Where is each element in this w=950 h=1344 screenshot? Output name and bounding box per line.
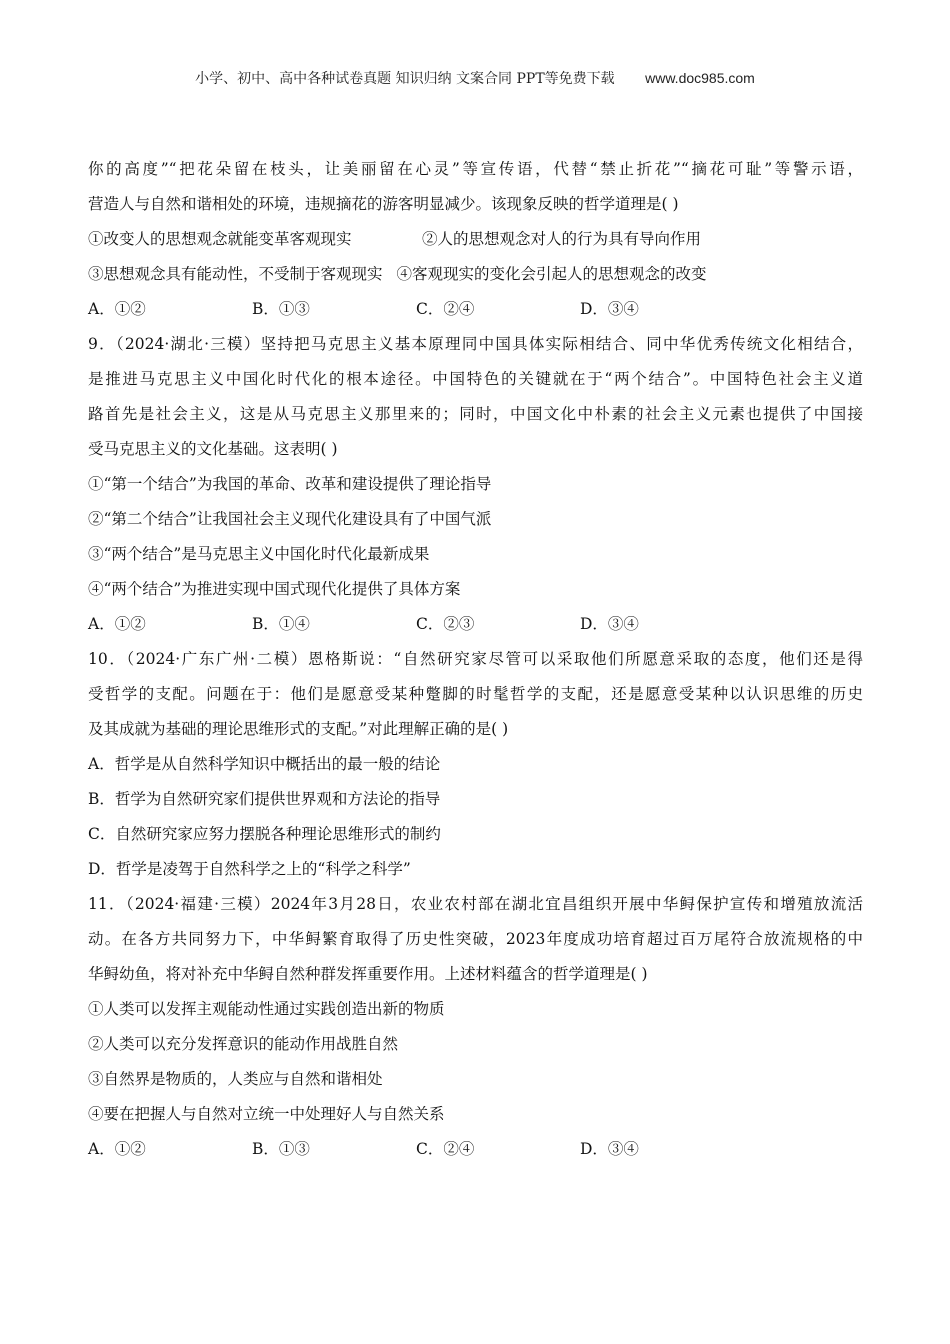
option-a[interactable]: A．①② [88,300,146,318]
header-site-link[interactable]: www.doc985.com [645,70,755,86]
statement-4: ④要在把握人与自然对立统一中处理好人与自然关系 [88,1105,445,1123]
question-9-stem-line: 受马克思主义的文化基础。这表明( ) [88,440,338,458]
question-8-statement-row [88,257,863,292]
question-11-stem-line: 动。在各方共同努力下，中华鲟繁育取得了历史性突破，2023年度成功培育超过百万尾符合放流规格的中 [88,930,863,948]
question-8-stem-line: 营造人与自然和谐相处的环境，违规摘花的游客明显减少。该现象反映的哲学道理是( ) [88,195,679,213]
option-b[interactable]: B．①③ [252,1140,310,1158]
question-11-stem-line: 华鲟幼鱼，将对补充中华鲟自然种群发挥重要作用。上述材料蕴含的哲学道理是( ) [88,965,648,983]
option-c[interactable]: C．②③ [416,615,475,633]
statement-1: ①人类可以发挥主观能动性通过实践创造出新的物质 [88,1000,445,1018]
option-a[interactable]: A．哲学是从自然科学知识中概括出的最一般的结论 [88,755,441,773]
option-c[interactable]: C．自然研究家应努力摆脱各种理论思维形式的制约 [88,825,441,843]
question-8-options [88,292,863,327]
question-8-stem-line: 你的高度”“把花朵留在枝头，让美丽留在心灵”等宣传语，代替“禁止折花”“摘花可耻”等警示语， [88,160,863,178]
option-b[interactable]: B．哲学为自然研究家们提供世界观和方法论的指导 [88,790,441,808]
question-8-statement-row [88,222,863,257]
statement-2: ②人的思想观念对人的行为具有导向作用 [422,230,702,248]
statement-1: ①“第一个结合”为我国的革命、改革和建设提供了理论指导 [88,475,492,493]
option-c[interactable]: C．②④ [416,300,475,318]
statement-3: ③思想观念具有能动性，不受制于客观现实 [88,265,383,283]
question-10-stem-line: 及其成就为基础的理论思维形式的支配。”对此理解正确的是( ) [88,720,509,738]
question-10-stem-line: 受哲学的支配。问题在于：他们是愿意受某种蹩脚的时髦哲学的支配，还是愿意受某种以认识思维的历史 [88,685,863,703]
question-9-stem-line: 路首先是社会主义，这是从马克思主义那里来的；同时，中国文化中朴素的社会主义元素也提供了中国接 [88,405,863,423]
question-10 [88,642,863,887]
statement-3: ③自然界是物质的，人类应与自然和谐相处 [88,1070,383,1088]
statement-3: ③“两个结合”是马克思主义中国化时代化最新成果 [88,545,430,563]
question-9-options [88,607,863,642]
option-d[interactable]: D．③④ [580,615,639,633]
question-11-stem-line: 11．（2024·福建·三模）2024年3月28日，农业农村部在湖北宜昌组织开展中华鲟保护宣传和增殖放流活 [88,895,863,913]
option-b[interactable]: B．①④ [252,615,310,633]
option-a[interactable]: A．①② [88,615,146,633]
page-header [0,68,950,88]
question-9 [88,327,863,642]
question-9-stem-line: 9．（2024·湖北·三模）坚持把马克思主义基本原理同中国具体实际相结合、同中华优秀传统文化相结合， [88,335,863,353]
option-d[interactable]: D．③④ [580,300,639,318]
question-8 [88,152,863,327]
question-11 [88,887,863,1167]
question-10-stem-line: 10．（2024·广东广州·二模）恩格斯说：“自然研究家尽管可以采取他们所愿意采取的态度，他们还是得 [88,650,863,668]
statement-4: ④“两个结合”为推进实现中国式现代化提供了具体方案 [88,580,461,598]
statement-2: ②“第二个结合”让我国社会主义现代化建设具有了中国气派 [88,510,492,528]
option-d[interactable]: D．③④ [580,1140,639,1158]
option-b[interactable]: B．①③ [252,300,310,318]
statement-1: ①改变人的思想观念就能变革客观现实 [88,230,352,248]
statement-2: ②人类可以充分发挥意识的能动作用战胜自然 [88,1035,399,1053]
question-9-stem-line: 是推进马克思主义中国化时代化的根本途径。中国特色的关键就在于“两个结合”。中国特色社会主义道 [88,370,863,388]
question-11-options [88,1132,863,1167]
option-a[interactable]: A．①② [88,1140,146,1158]
option-c[interactable]: C．②④ [416,1140,475,1158]
statement-4: ④客观现实的变化会引起人的思想观念的改变 [396,265,707,283]
header-text: 小学、初中、高中各种试卷真题 知识归纳 文案合同 PPT等免费下载 [195,71,615,87]
option-d[interactable]: D．哲学是凌驾于自然科学之上的“科学之科学” [88,860,411,878]
question-content [88,152,863,1167]
